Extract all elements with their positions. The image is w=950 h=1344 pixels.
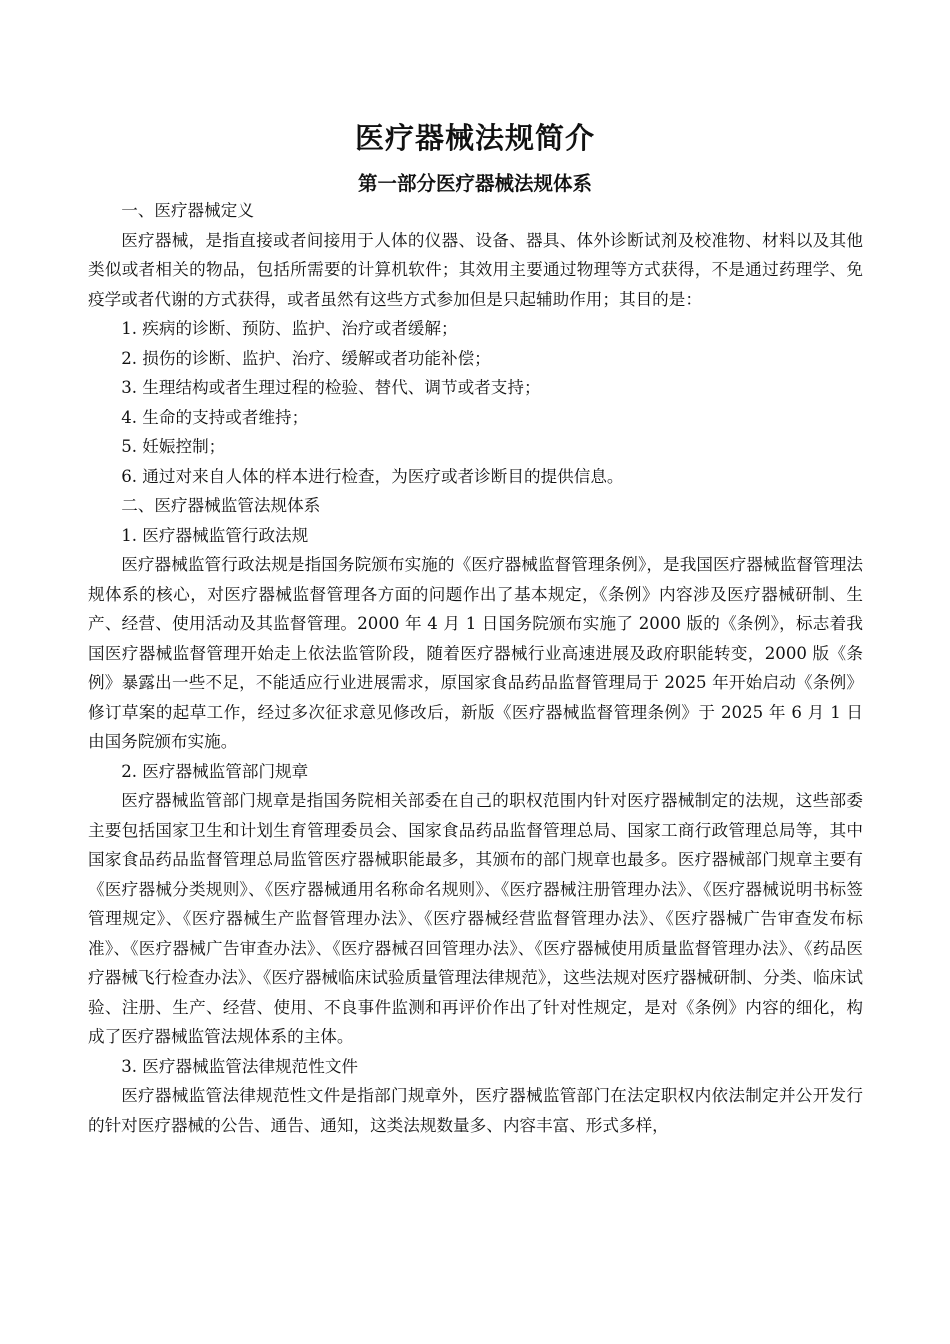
subsection-heading-normative-documents: 3. 医疗器械监管法律规范性文件 xyxy=(121,1056,359,1076)
purpose-item: 3. 生理结构或者生理过程的检验、替代、调节或者支持； xyxy=(121,378,541,397)
administrative-paragraph: 医疗器械监管行政法规是指国务院颁布实施的《医疗器械监督管理条例》，是我国医疗器械监督管理法规体系的核心，对医疗器械监督管理各方面的问题作出了基本规定，《条例》内容涉及医疗器械研制、生产、经营、使用活动及其监督管理。2000 年 4 月 1 日国务院颁布实施了 2000 版的《条例》，标志着我国医疗器械监督管理开始走上依法监管阶段，随着医疗器械行业高速进展及政府职能转变，2000 版《条例》暴露出一些不足，不能适应行业进展需求，原国家食品药品监督管理局于 2025 年开始启动《条例》修订草案的起草工作，经过多次征求意见修改后，新版《医疗器械监督管理条例》于 2025 年 6 月 1 日由国务院颁布实施。 xyxy=(88,555,863,751)
document-body xyxy=(88,196,863,1140)
section-heading-definition: 一、医疗器械定义 xyxy=(121,201,254,220)
department-rules-paragraph: 医疗器械监管部门规章是指国务院相关部委在自己的职权范围内针对医疗器械制定的法规，这些部委主要包括国家卫生和计划生育管理委员会、国家食品药品监督管理总局、国家工商行政管理总局等，其中国家食品药品监督管理总局监管医疗器械职能最多，其颁布的部门规章也最多。医疗器械部门规章主要有《医疗器械分类规则》、《医疗器械通用名称命名规则》、《医疗器械注册管理办法》、《医疗器械说明书标签管理规定》、《医疗器械生产监督管理办法》、《医疗器械经营监督管理办法》、《医疗器械广告审查发布标准》、《医疗器械广告审查办法》、《医疗器械召回管理办法》、《医疗器械使用质量监督管理办法》、《药品医疗器械飞行检查办法》、《医疗器械临床试验质量管理法律规范》，这些法规对医疗器械研制、分类、临床试验、注册、生产、经营、使用、不良事件监测和再评价作出了针对性规定，是对《条例》内容的细化，构成了医疗器械监管法规体系的主体。 xyxy=(88,791,863,1046)
purpose-item: 1. 疾病的诊断、预防、监护、治疗或者缓解； xyxy=(121,319,458,338)
part-title: 第一部分医疗器械法规体系 xyxy=(357,172,592,195)
document-title: 医疗器械法规简介 xyxy=(354,121,595,155)
subsection-heading-administrative: 1. 医疗器械监管行政法规 xyxy=(121,525,309,545)
purpose-item: 2. 损伤的诊断、监护、治疗、缓解或者功能补偿； xyxy=(121,348,491,368)
definition-paragraph: 医疗器械，是指直接或者间接用于人体的仪器、设备、器具、体外诊断试剂及校准物、材料以及其他类似或者相关的物品，包括所需要的计算机软件；其效用主要通过物理等方式获得，不是通过药理学、免疫学或者代谢的方式获得，或者虽然有这些方式参加但是只起辅助作用；其目的是： xyxy=(88,230,863,309)
purpose-item: 4. 生命的支持或者维持； xyxy=(121,407,309,427)
purpose-item: 6. 通过对来自人体的样本进行检查，为医疗或者诊断目的提供信息。 xyxy=(121,466,624,486)
subsection-heading-department-rules: 2. 医疗器械监管部门规章 xyxy=(121,761,309,781)
purpose-item: 5. 妊娠控制； xyxy=(121,437,226,456)
section-heading-regulation-system: 二、医疗器械监管法规体系 xyxy=(121,496,321,515)
normative-documents-paragraph: 医疗器械监管法律规范性文件是指部门规章外，医疗器械监管部门在法定职权内依法制定并公开发行的针对医疗器械的公告、通告、通知，这类法规数量多、内容丰富、形式多样， xyxy=(88,1086,863,1135)
